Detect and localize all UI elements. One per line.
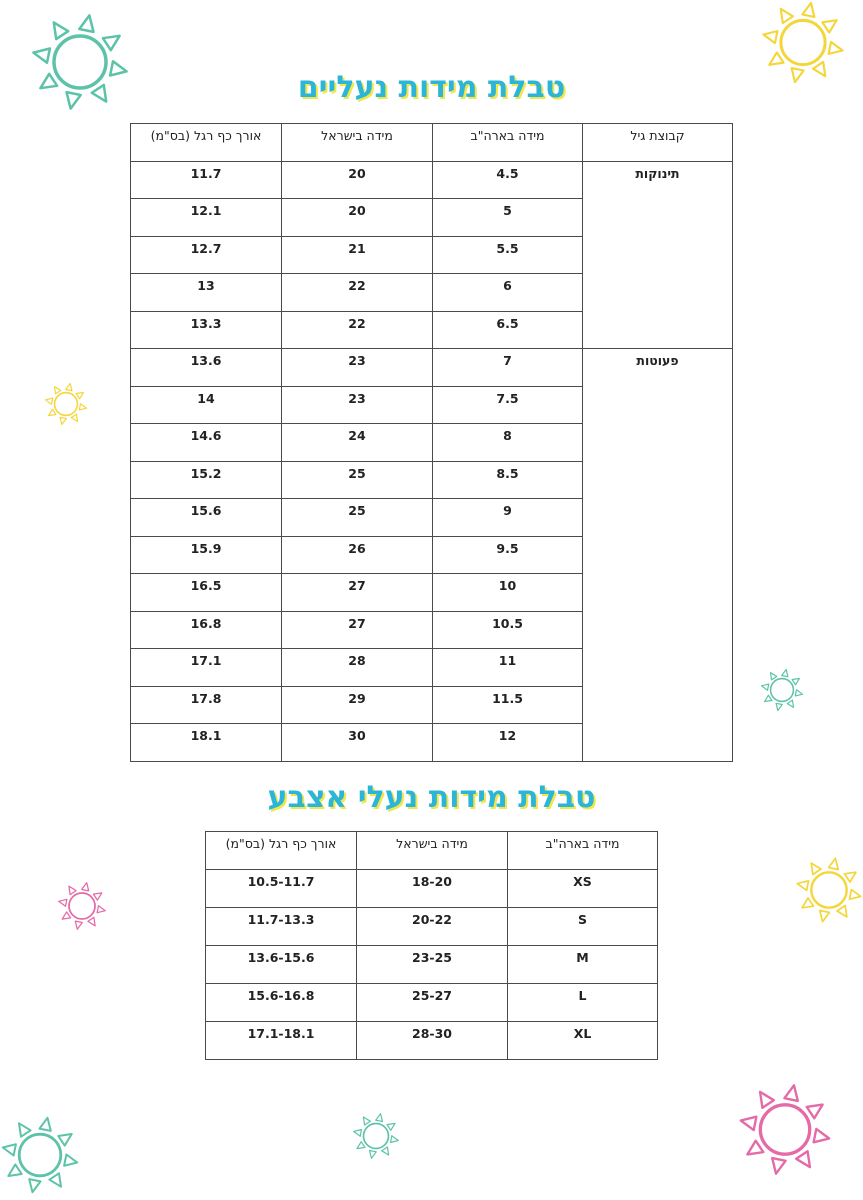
cell-us-size: 10 bbox=[433, 574, 583, 612]
cell-us-size: 5.5 bbox=[433, 236, 583, 274]
table-row bbox=[206, 984, 658, 1022]
cell-foot-length: 13.3 bbox=[131, 311, 282, 349]
cell-foot-length: 15.2 bbox=[131, 461, 282, 499]
cell-foot-length: 14.6 bbox=[131, 424, 282, 462]
cell-foot-length: 11.7-13.3 bbox=[206, 908, 357, 946]
cell-il-size: 18-20 bbox=[357, 870, 508, 908]
cell-il-size: 22 bbox=[282, 311, 433, 349]
header-foot-length: אורך כף רגל (בס"מ) bbox=[131, 124, 282, 162]
cell-foot-length: 18.1 bbox=[131, 724, 282, 762]
header-foot-length: אורך כף רגל (בס"מ) bbox=[206, 832, 357, 870]
cell-us-size: 8.5 bbox=[433, 461, 583, 499]
cell-foot-length: 15.6 bbox=[131, 499, 282, 537]
cell-foot-length: 10.5-11.7 bbox=[206, 870, 357, 908]
cell-foot-length: 15.9 bbox=[131, 536, 282, 574]
cell-foot-length: 13 bbox=[131, 274, 282, 312]
cell-us-size: 7 bbox=[433, 349, 583, 387]
cell-il-size: 28 bbox=[282, 649, 433, 687]
cell-us-size: 6.5 bbox=[433, 311, 583, 349]
sun-icon bbox=[0, 1110, 80, 1200]
table-row bbox=[131, 161, 733, 199]
table-header-row bbox=[206, 832, 658, 870]
cell-foot-length: 17.8 bbox=[131, 686, 282, 724]
cell-us-size: 8 bbox=[433, 424, 583, 462]
cell-age-group: תינוקות bbox=[583, 161, 733, 349]
cell-il-size: 27 bbox=[282, 574, 433, 612]
header-il-size: מידה בישראל bbox=[357, 832, 508, 870]
sun-icon bbox=[735, 1082, 835, 1177]
cell-foot-length: 13.6 bbox=[131, 349, 282, 387]
table-row bbox=[206, 1022, 658, 1060]
sun-icon bbox=[352, 1112, 400, 1160]
cell-il-size: 28-30 bbox=[357, 1022, 508, 1060]
cell-us-size: 9.5 bbox=[433, 536, 583, 574]
cell-us-size: 9 bbox=[433, 499, 583, 537]
cell-foot-length: 13.6-15.6 bbox=[206, 946, 357, 984]
cell-il-size: 20 bbox=[282, 199, 433, 237]
shoe-size-table bbox=[130, 123, 733, 762]
cell-age-group: פעוטות bbox=[583, 349, 733, 762]
table-row bbox=[206, 946, 658, 984]
cell-us-size: M bbox=[508, 946, 658, 984]
sun-icon bbox=[795, 835, 863, 945]
sun-icon bbox=[57, 881, 107, 931]
cell-foot-length: 11.7 bbox=[131, 161, 282, 199]
cell-us-size: 11 bbox=[433, 649, 583, 687]
cell-us-size: 4.5 bbox=[433, 161, 583, 199]
cell-il-size: 27 bbox=[282, 611, 433, 649]
sun-icon bbox=[44, 382, 88, 426]
cell-foot-length: 15.6-16.8 bbox=[206, 984, 357, 1022]
cell-il-size: 24 bbox=[282, 424, 433, 462]
sun-icon bbox=[760, 668, 804, 712]
cell-foot-length: 17.1 bbox=[131, 649, 282, 687]
cell-il-size: 25-27 bbox=[357, 984, 508, 1022]
header-age-group: קבוצת גיל bbox=[583, 124, 733, 162]
cell-foot-length: 16.8 bbox=[131, 611, 282, 649]
cell-il-size: 23-25 bbox=[357, 946, 508, 984]
cell-il-size: 25 bbox=[282, 461, 433, 499]
cell-foot-length: 12.1 bbox=[131, 199, 282, 237]
cell-us-size: 11.5 bbox=[433, 686, 583, 724]
cell-foot-length: 14 bbox=[131, 386, 282, 424]
toe-shoe-size-table bbox=[205, 831, 658, 1060]
shoe-size-table-title: טבלת מידות נעליים bbox=[297, 70, 566, 105]
cell-us-size: 5 bbox=[433, 199, 583, 237]
cell-il-size: 26 bbox=[282, 536, 433, 574]
cell-us-size: 7.5 bbox=[433, 386, 583, 424]
cell-il-size: 21 bbox=[282, 236, 433, 274]
table-row bbox=[206, 908, 658, 946]
cell-il-size: 23 bbox=[282, 349, 433, 387]
cell-us-size: 10.5 bbox=[433, 611, 583, 649]
cell-il-size: 20-22 bbox=[357, 908, 508, 946]
cell-us-size: 6 bbox=[433, 274, 583, 312]
header-il-size: מידה בישראל bbox=[282, 124, 433, 162]
cell-us-size: L bbox=[508, 984, 658, 1022]
cell-il-size: 23 bbox=[282, 386, 433, 424]
cell-foot-length: 17.1-18.1 bbox=[206, 1022, 357, 1060]
cell-foot-length: 16.5 bbox=[131, 574, 282, 612]
cell-il-size: 30 bbox=[282, 724, 433, 762]
cell-us-size: XL bbox=[508, 1022, 658, 1060]
cell-us-size: S bbox=[508, 908, 658, 946]
cell-il-size: 25 bbox=[282, 499, 433, 537]
cell-il-size: 29 bbox=[282, 686, 433, 724]
header-us-size: מידה בארה"ב bbox=[433, 124, 583, 162]
cell-il-size: 22 bbox=[282, 274, 433, 312]
toe-shoe-size-table-title: טבלת מידות נעלי אצבע bbox=[267, 780, 596, 815]
cell-il-size: 20 bbox=[282, 161, 433, 199]
cell-us-size: XS bbox=[508, 870, 658, 908]
table-row bbox=[131, 349, 733, 387]
header-us-size: מידה בארה"ב bbox=[508, 832, 658, 870]
table-row bbox=[206, 870, 658, 908]
table-header-row bbox=[131, 124, 733, 162]
cell-foot-length: 12.7 bbox=[131, 236, 282, 274]
cell-us-size: 12 bbox=[433, 724, 583, 762]
